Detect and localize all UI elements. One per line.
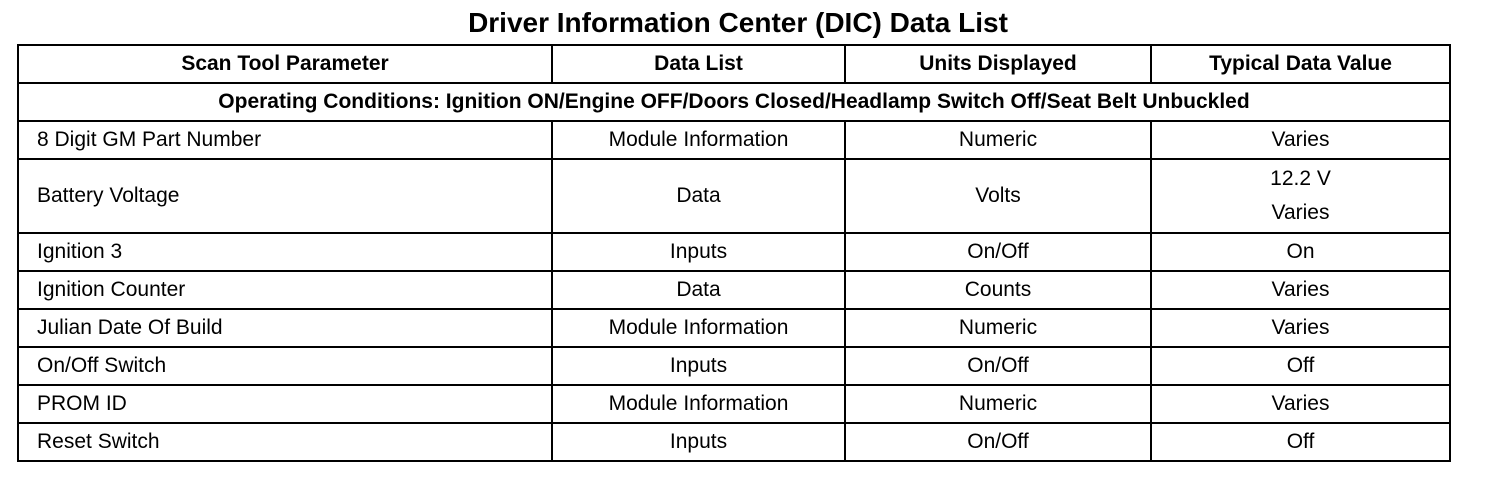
cell-parameter: Reset Switch — [18, 423, 552, 461]
cell-typical-value — [1151, 347, 1450, 385]
typical-value-line: Varies — [1271, 201, 1330, 224]
typical-value-line: Varies — [1271, 128, 1330, 151]
operating-conditions-row — [18, 83, 1450, 121]
cell-units: Counts — [845, 271, 1151, 309]
header-typical-data-value: Typical Data Value — [1151, 45, 1450, 83]
typical-value-line: Off — [1286, 430, 1315, 453]
cell-parameter: On/Off Switch — [18, 347, 552, 385]
table-row — [18, 159, 1450, 233]
cell-data-list: Inputs — [552, 347, 845, 385]
cell-units: Numeric — [845, 121, 1151, 159]
table-row — [18, 233, 1450, 271]
cell-units: Volts — [845, 159, 1151, 233]
cell-data-list: Module Information — [552, 385, 845, 423]
cell-parameter: PROM ID — [18, 385, 552, 423]
typical-value-line: Varies — [1271, 392, 1330, 415]
cell-parameter: Julian Date Of Build — [18, 309, 552, 347]
cell-data-list: Inputs — [552, 233, 845, 271]
typical-value-line: 12.2 V — [1270, 167, 1331, 190]
header-units-displayed: Units Displayed — [845, 45, 1151, 83]
cell-typical-value — [1151, 271, 1450, 309]
cell-units: Numeric — [845, 385, 1151, 423]
table-row — [18, 385, 1450, 423]
header-data-list: Data List — [552, 45, 845, 83]
cell-units: Numeric — [845, 309, 1151, 347]
header-scan-tool-parameter: Scan Tool Parameter — [18, 45, 552, 83]
cell-typical-value — [1151, 121, 1450, 159]
page-title: Driver Information Center (DIC) Data List — [468, 7, 1008, 38]
table-row — [18, 347, 1450, 385]
cell-typical-value — [1151, 423, 1450, 461]
cell-data-list: Data — [552, 159, 845, 233]
table-row — [18, 271, 1450, 309]
cell-parameter: Ignition 3 — [18, 233, 552, 271]
cell-typical-value — [1151, 233, 1450, 271]
cell-typical-value — [1151, 385, 1450, 423]
cell-data-list: Module Information — [552, 121, 845, 159]
cell-parameter: Battery Voltage — [18, 159, 552, 233]
cell-data-list: Data — [552, 271, 845, 309]
cell-typical-value — [1151, 159, 1450, 233]
table-row — [18, 423, 1450, 461]
typical-value-line: On — [1286, 240, 1315, 263]
dic-data-table — [17, 44, 1451, 462]
table-row — [18, 309, 1450, 347]
cell-data-list: Module Information — [552, 309, 845, 347]
table-row — [18, 121, 1450, 159]
cell-units: On/Off — [845, 347, 1151, 385]
cell-parameter: 8 Digit GM Part Number — [18, 121, 552, 159]
typical-value-line: Varies — [1271, 316, 1330, 339]
cell-units: On/Off — [845, 233, 1151, 271]
cell-typical-value — [1151, 309, 1450, 347]
cell-units: On/Off — [845, 423, 1151, 461]
typical-value-line: Off — [1286, 354, 1315, 377]
header-row — [18, 45, 1450, 83]
operating-conditions: Operating Conditions: Ignition ON/Engine OFF/Doors Closed/Headlamp Switch Off/Seat Belt Unbuckled — [18, 83, 1450, 121]
cell-parameter: Ignition Counter — [18, 271, 552, 309]
typical-value-line: Varies — [1271, 278, 1330, 301]
cell-data-list: Inputs — [552, 423, 845, 461]
